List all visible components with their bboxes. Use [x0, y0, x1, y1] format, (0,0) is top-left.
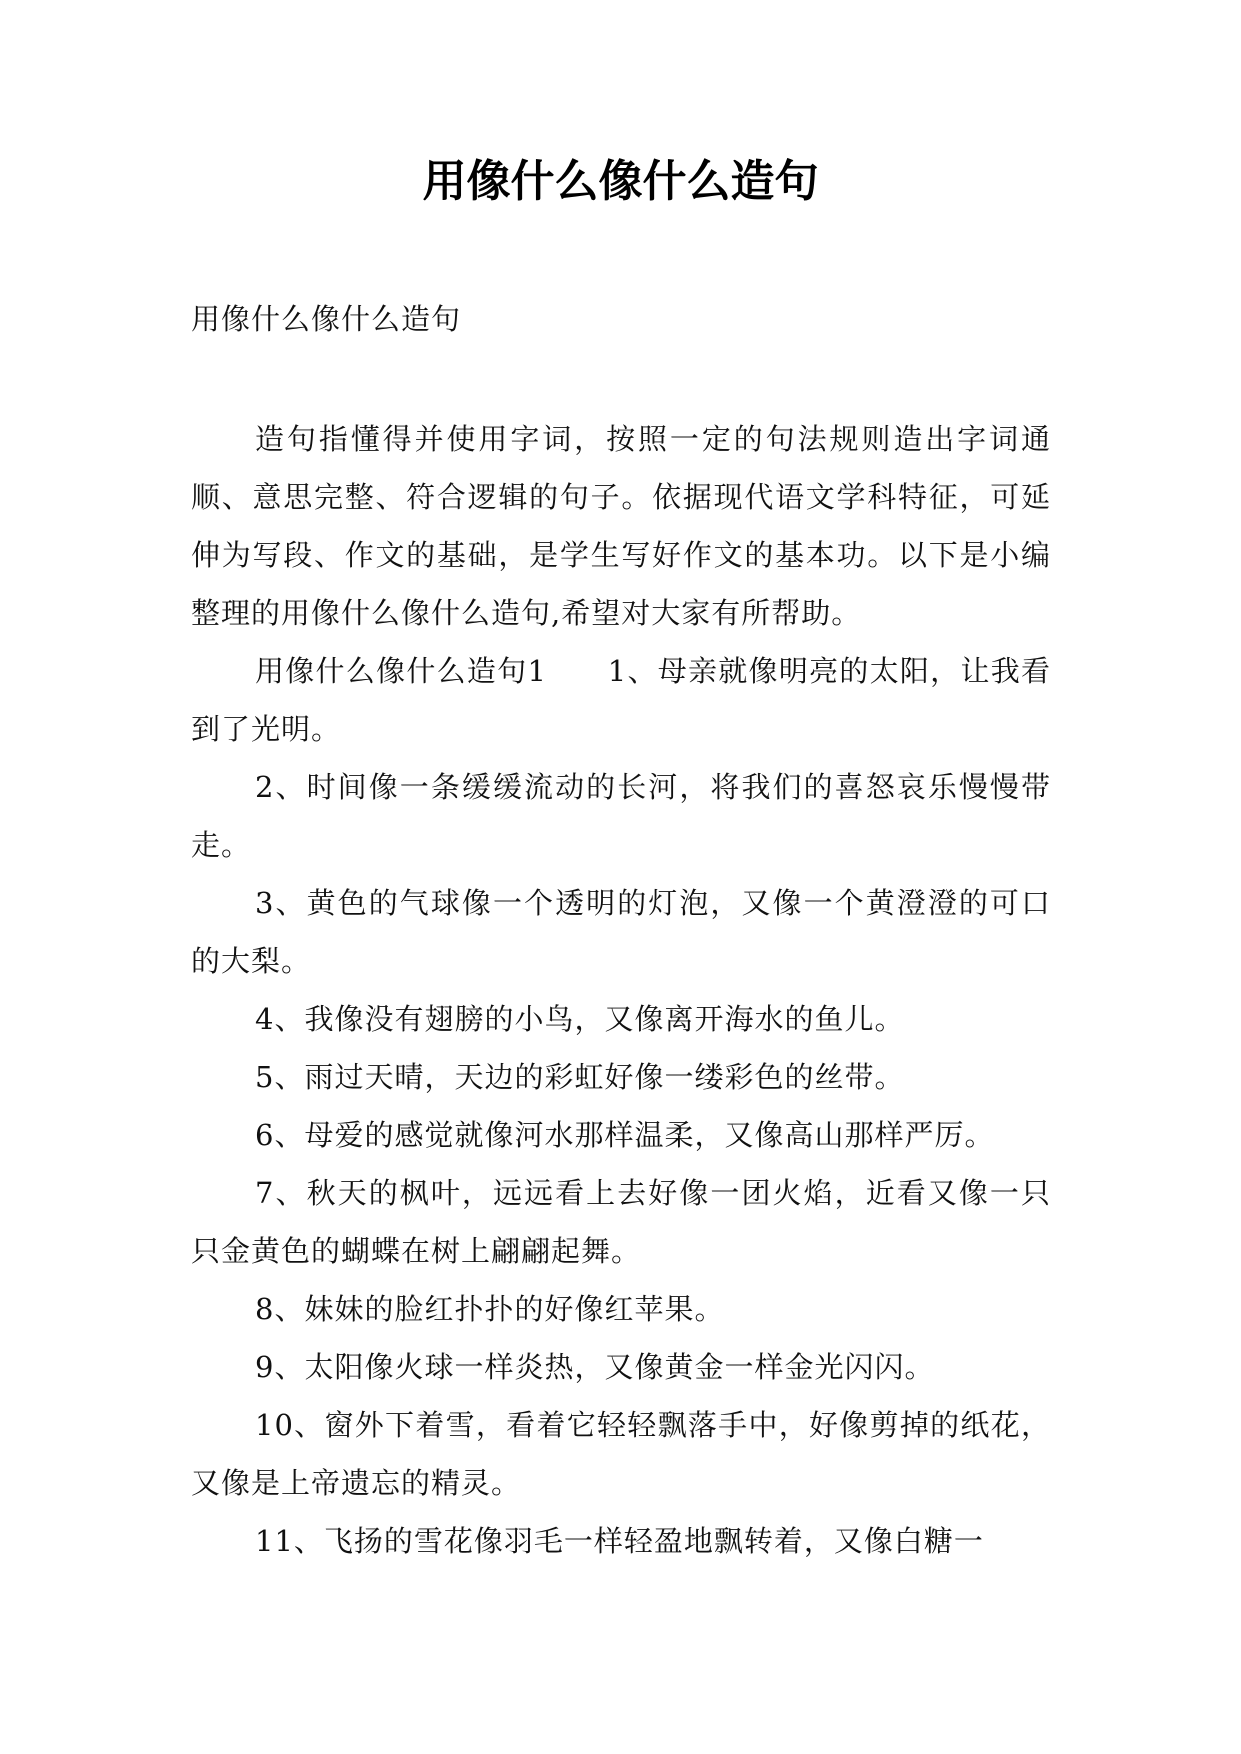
- sentence-paragraph-5: 5、雨过天晴，天边的彩虹好像一缕彩色的丝带。: [255, 1060, 905, 1094]
- sentence-paragraph-8: 8、妹妹的脸红扑扑的好像红苹果。: [255, 1292, 725, 1326]
- sentence-paragraph-11: 11、飞扬的雪花像羽毛一样轻盈地飘转着，又像白糖一: [255, 1524, 984, 1558]
- sentence-paragraph-9: 9、太阳像火球一样炎热，又像黄金一样金光闪闪。: [255, 1350, 935, 1384]
- sentence-paragraph-2: 2、时间像一条缓缓流动的长河，将我们的喜怒哀乐慢慢带走。: [191, 770, 1051, 862]
- document-content: [191, 290, 1051, 1570]
- document-title: 用像什么像什么造句: [422, 156, 819, 207]
- sentence-paragraph-7: 7、秋天的枫叶，远远看上去好像一团火焰，近看又像一只只金黄色的蝴蝶在树上翩翩起舞。: [191, 1176, 1051, 1268]
- document-body: [191, 410, 1051, 1570]
- sentence-paragraph-1: 用像什么像什么造句1 1、母亲就像明亮的太阳，让我看到了光明。: [191, 654, 1051, 746]
- sentence-paragraph-3: 3、黄色的气球像一个透明的灯泡，又像一个黄澄澄的可口的大梨。: [191, 886, 1051, 978]
- document-subtitle: 用像什么像什么造句: [191, 302, 462, 336]
- sentence-paragraph-6: 6、母爱的感觉就像河水那样温柔，又像高山那样严厉。: [255, 1118, 995, 1152]
- sentence-paragraph-4: 4、我像没有翅膀的小鸟，又像离开海水的鱼儿。: [255, 1002, 905, 1036]
- sentence-paragraph-10: 10、窗外下着雪，看着它轻轻飘落手中，好像剪掉的纸花，又像是上帝遗忘的精灵。: [191, 1408, 1051, 1500]
- intro-paragraph: 造句指懂得并使用字词，按照一定的句法规则造出字词通顺、意思完整、符合逻辑的句子。依据现代语文学科特征，可延伸为写段、作文的基础，是学生写好作文的基本功。以下是小编整理的用像什么像什么造句,希望对大家有所帮助。: [191, 422, 1051, 630]
